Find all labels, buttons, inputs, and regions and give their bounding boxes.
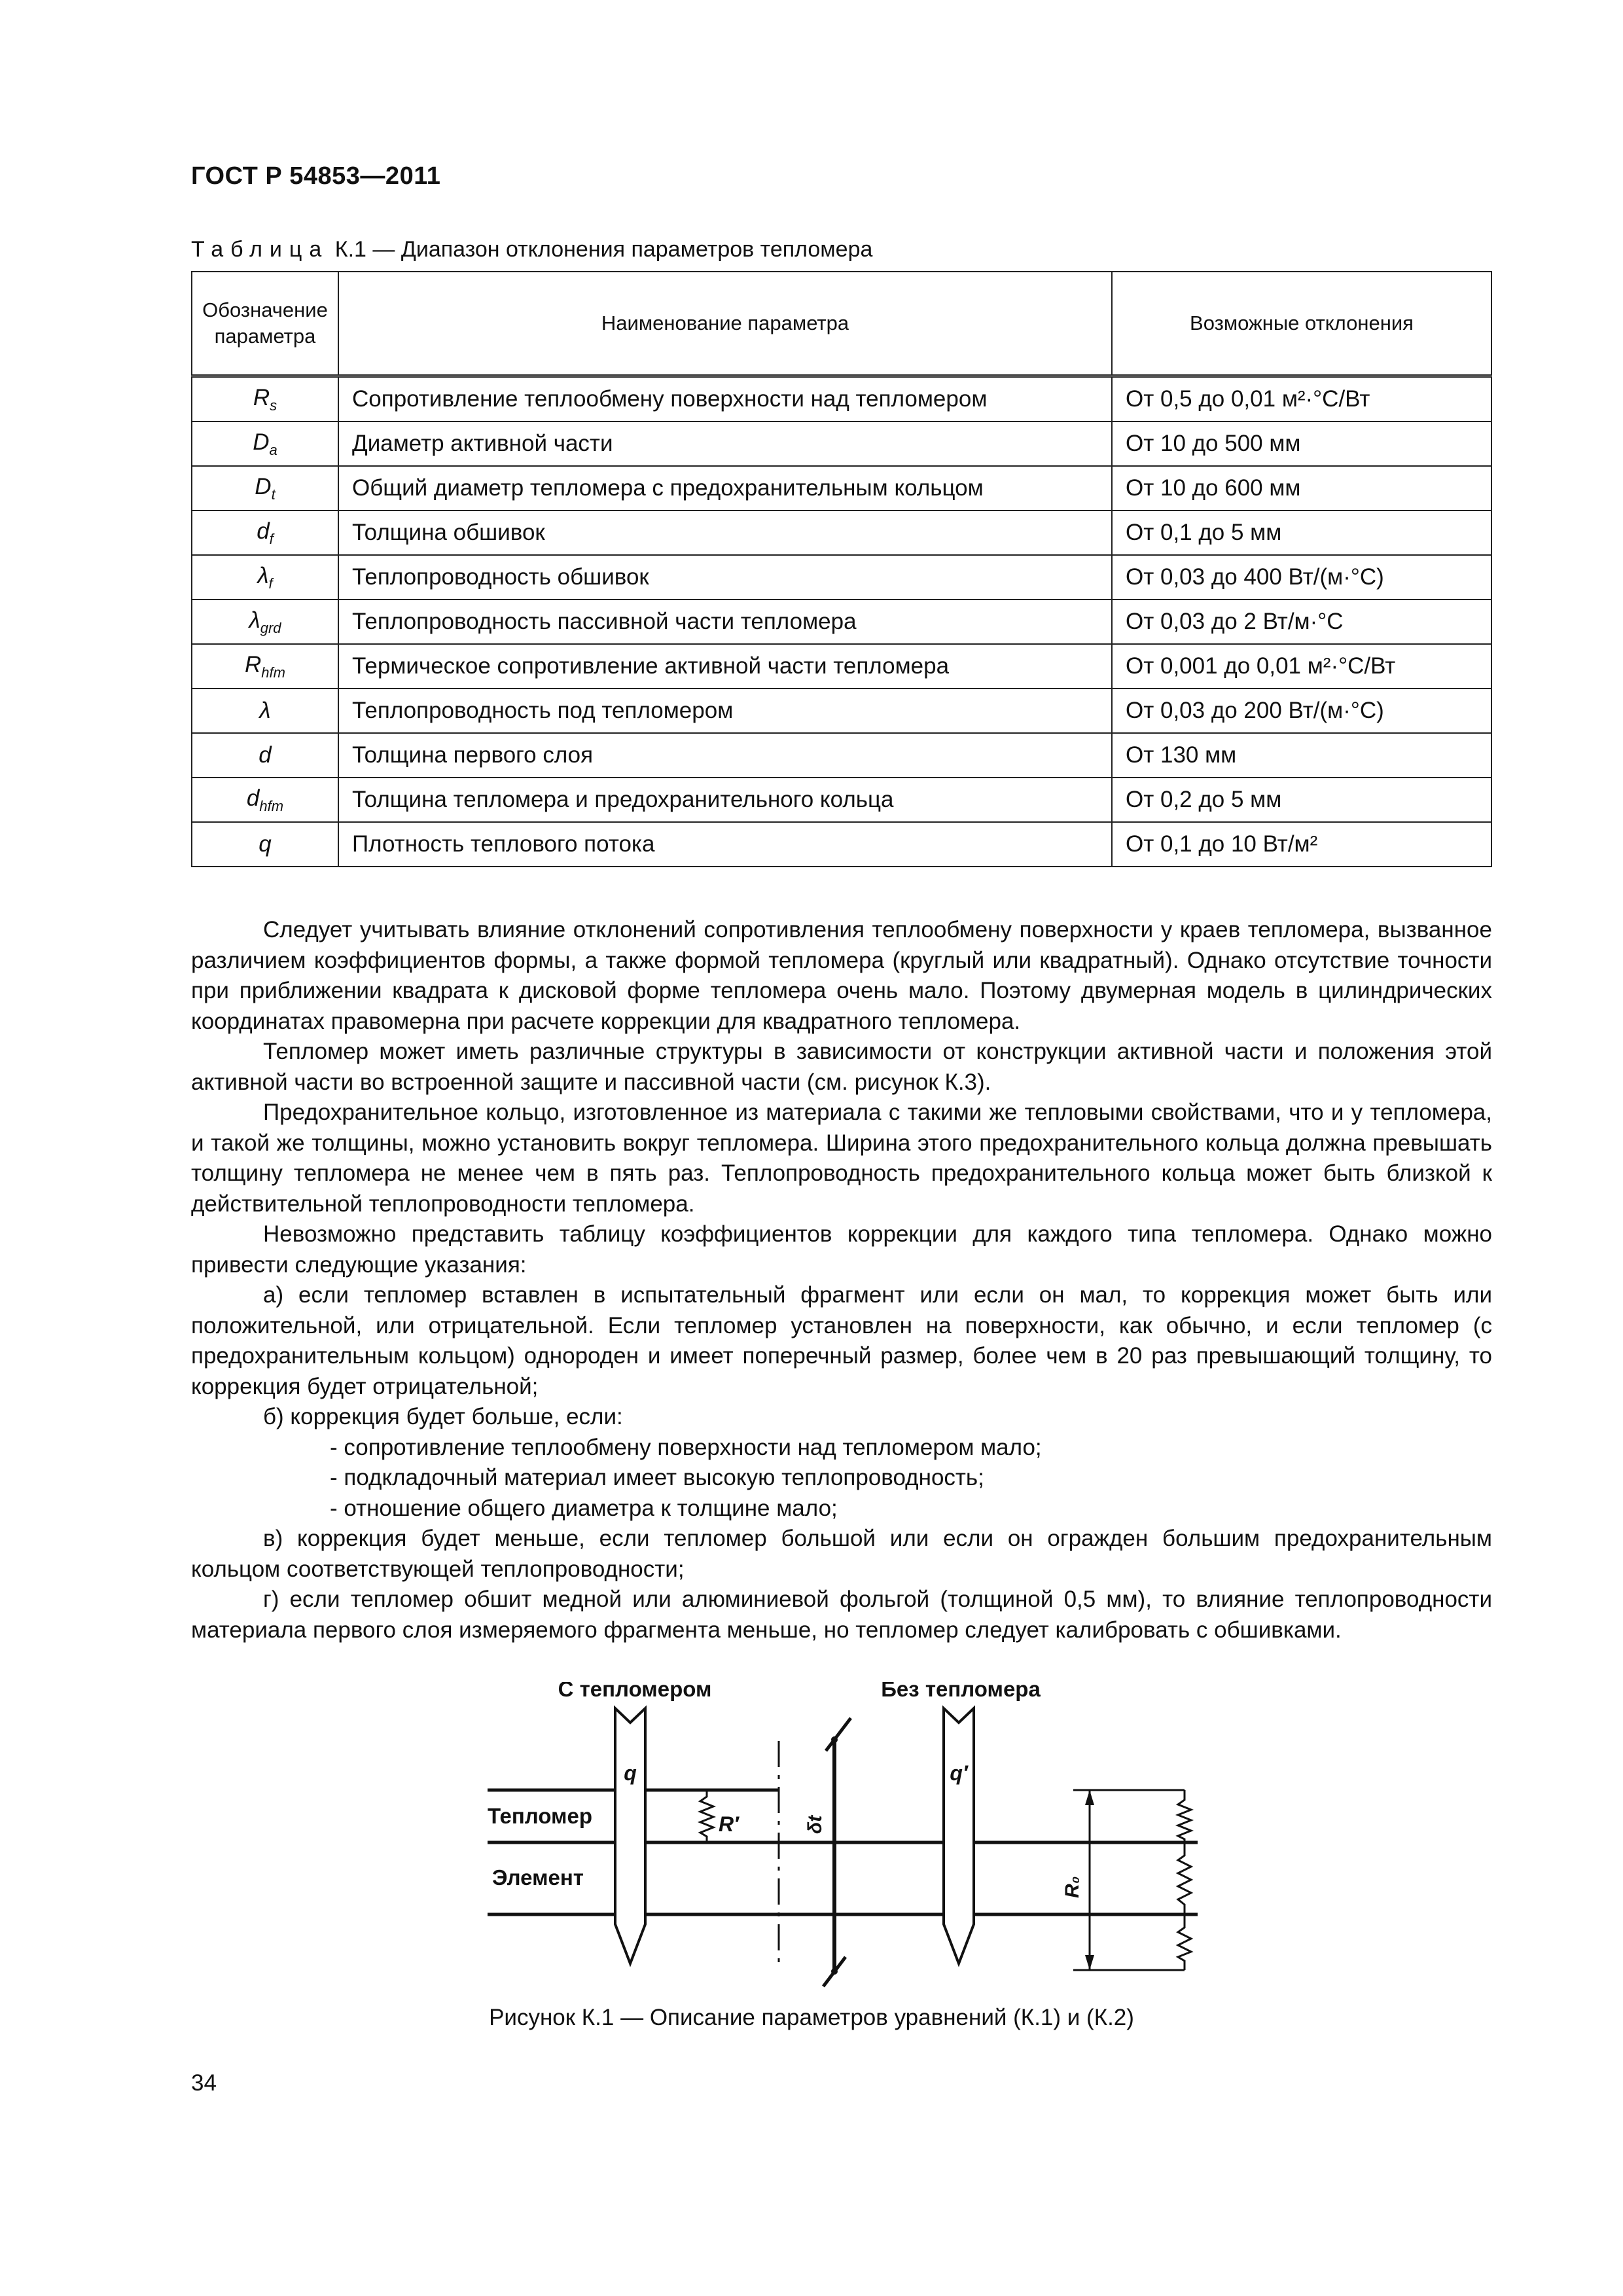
cell-range: От 0,03 до 400 Вт/(м·°С) xyxy=(1112,555,1491,600)
symbol-base: λ xyxy=(257,562,269,588)
symbol-subscript: f xyxy=(269,530,274,547)
resistor-r-prime xyxy=(700,1790,713,1842)
label-r-prime: R′ xyxy=(719,1812,739,1836)
symbol-base: λ xyxy=(249,607,260,633)
cell-symbol xyxy=(192,689,338,733)
cell-name: Теплопроводность под тепломером xyxy=(338,689,1112,733)
list-item: в) коррекция будет меньше, если тепломер большой или если он огражден большим предохранительным кольцом соответствующей теплопроводности; xyxy=(191,1526,1492,1582)
symbol-subscript: a xyxy=(269,441,277,458)
header-symbol: Обозначение параметра xyxy=(192,272,338,376)
cell-symbol xyxy=(192,600,338,644)
symbol-subscript: hfm xyxy=(261,664,285,681)
cell-name: Толщина обшивок xyxy=(338,511,1112,555)
symbol-base: d xyxy=(259,742,272,768)
list-item: г) если тепломер обшит медной или алюминиевой фольгой (толщиной 0,5 мм), то влияние теплопроводности материала первого слоя измеряемого фрагмента меньше, но тепломер следует калибровать с обшивками. xyxy=(191,1587,1492,1643)
label-delta-t: δt xyxy=(804,1815,826,1834)
cell-range: От 0,1 до 5 мм xyxy=(1112,511,1491,555)
cell-symbol xyxy=(192,511,338,555)
table-caption-prefix: Таблица xyxy=(191,237,329,262)
paragraph: Тепломер может иметь различные структуры в зависимости от конструкции активной части и положения этой активной части во встроенной защите и пассивной части (см. рисунок К.3). xyxy=(191,1039,1492,1095)
cell-range: От 0,5 до 0,01 м²·°С/Вт xyxy=(1112,376,1491,422)
symbol-subscript: hfm xyxy=(259,797,284,814)
table-row xyxy=(192,822,1491,867)
cell-name: Толщина тепломера и предохранительного кольца xyxy=(338,778,1112,822)
figure-title-left: С тепломером xyxy=(558,1682,712,1701)
table-caption-text: К.1 — Диапазон отклонения параметров тепломера xyxy=(329,237,873,262)
label-layer-element: Элемент xyxy=(492,1865,584,1890)
symbol-base: d xyxy=(257,518,270,544)
symbol-base: D xyxy=(255,473,272,499)
delta-t-dot-bottom xyxy=(831,1968,838,1975)
cell-name: Толщина первого слоя xyxy=(338,733,1112,778)
label-q: q xyxy=(624,1761,637,1785)
symbol-subscript: f xyxy=(268,575,273,592)
delta-t-tick-top xyxy=(826,1718,851,1751)
table-row xyxy=(192,600,1491,644)
list-item: а) если тепломер вставлен в испытательный фрагмент или если он мал, то коррекция может быть или положительной, или отрицательной. Если тепломер установлен на поверхности, как обычно, и если тепломер (с предохранительным кольцом) однороден и имеет поперечный размер, более чем в 20 раз превышающий толщину, то коррекция будет отрицательной; xyxy=(191,1282,1492,1399)
cell-symbol xyxy=(192,555,338,600)
cell-range: От 10 до 600 мм xyxy=(1112,466,1491,511)
cell-range: От 0,03 до 200 Вт/(м·°С) xyxy=(1112,689,1491,733)
table-row xyxy=(192,555,1491,600)
symbol-base: d xyxy=(246,785,260,811)
paragraph: Предохранительное кольцо, изготовленное из материала с такими же тепловыми свойствами, что и у тепломера, и такой же толщины, можно установить вокруг тепломера. Ширина этого предохранительного кольца должна превышать толщину тепломера не менее чем в пять раз. Теплопроводность предохранительного кольца может быть близкой к действительной теплопроводности тепломера. xyxy=(191,1100,1492,1217)
cell-range: От 0,03 до 2 Вт/м·°С xyxy=(1112,600,1491,644)
figure-caption: Рисунок К.1 — Описание параметров уравнений (К.1) и (К.2) xyxy=(489,2005,1134,2030)
header-range: Возможные отклонения xyxy=(1112,272,1491,376)
figure-title-right: Без тепломера xyxy=(881,1682,1041,1701)
table-row xyxy=(192,422,1491,466)
r0-arrowhead-bottom xyxy=(1085,1955,1094,1970)
cell-symbol xyxy=(192,466,338,511)
figure-diagram xyxy=(458,1682,1217,1990)
cell-range: От 0,1 до 10 Вт/м² xyxy=(1112,822,1491,867)
symbol-base: R xyxy=(245,651,262,677)
cell-symbol xyxy=(192,778,338,822)
sub-list-item: - сопротивление теплообмену поверхности над тепломером мало; xyxy=(330,1434,1042,1460)
sub-list-item: - подкладочный материал имеет высокую теплопроводность; xyxy=(330,1465,984,1490)
label-q-prime: q′ xyxy=(950,1761,968,1785)
symbol-subscript: grd xyxy=(260,619,281,636)
parameter-table xyxy=(191,271,1492,867)
cell-range: От 0,2 до 5 мм xyxy=(1112,778,1491,822)
header-name: Наименование параметра xyxy=(338,272,1112,376)
cell-name: Плотность теплового потока xyxy=(338,822,1112,867)
cell-symbol xyxy=(192,644,338,689)
resistor-base xyxy=(1178,1914,1191,1970)
resistor-surface xyxy=(1178,1790,1191,1842)
cell-range: От 0,001 до 0,01 м²·°С/Вт xyxy=(1112,644,1491,689)
arrow-q xyxy=(615,1708,645,1964)
table-row xyxy=(192,778,1491,822)
cell-symbol xyxy=(192,733,338,778)
symbol-subscript: t xyxy=(271,486,276,503)
sub-list-item: - отношение общего диаметра к толщине мало; xyxy=(330,1495,838,1521)
label-layer-heat-flux-meter: Тепломер xyxy=(488,1804,592,1828)
table-caption xyxy=(191,237,872,262)
r0-arrowhead-top xyxy=(1085,1790,1094,1805)
symbol-base: R xyxy=(253,384,270,410)
cell-range: От 10 до 500 мм xyxy=(1112,422,1491,466)
cell-symbol xyxy=(192,376,338,422)
table-row xyxy=(192,511,1491,555)
table-row xyxy=(192,644,1491,689)
paragraph: Невозможно представить таблицу коэффициентов коррекции для каждого типа тепломера. Однако можно привести следующие указания: xyxy=(191,1221,1492,1278)
table-row xyxy=(192,733,1491,778)
cell-name: Общий диаметр тепломера с предохранительным кольцом xyxy=(338,466,1112,511)
arrow-q-prime xyxy=(944,1708,974,1964)
table-row xyxy=(192,689,1491,733)
table-row xyxy=(192,376,1491,422)
body-text xyxy=(191,915,1492,1645)
resistor-element xyxy=(1178,1842,1191,1914)
page-number: 34 xyxy=(191,2070,217,2096)
delta-t-dot-top xyxy=(831,1736,838,1743)
table-row xyxy=(192,466,1491,511)
symbol-subscript: s xyxy=(270,397,277,414)
cell-name: Диаметр активной части xyxy=(338,422,1112,466)
cell-range: От 130 мм xyxy=(1112,733,1491,778)
document-header: ГОСТ Р 54853—2011 xyxy=(191,162,441,190)
cell-symbol xyxy=(192,822,338,867)
paragraph: Следует учитывать влияние отклонений сопротивления теплообмену поверхности у краев тепломера, вызванное различием коэффициентов формы, а также формой тепломера (круглый или квадратный). Однако отсутствие точности при приближении квадрата к дисковой форме тепломера очень мало. Поэтому двумерная модель в цилиндрических координатах правомерна при расчете коррекции для квадратного тепломера. xyxy=(191,917,1492,1034)
symbol-base: q xyxy=(259,831,272,857)
cell-name: Сопротивление теплообмену поверхности над тепломером xyxy=(338,376,1112,422)
list-item: б) коррекция будет больше, если: xyxy=(263,1404,623,1429)
table-header-row xyxy=(192,272,1491,376)
cell-name: Термическое сопротивление активной части тепломера xyxy=(338,644,1112,689)
label-r0: R₀ xyxy=(1061,1876,1083,1898)
cell-name: Теплопроводность обшивок xyxy=(338,555,1112,600)
symbol-base: λ xyxy=(259,698,271,723)
symbol-base: D xyxy=(253,429,270,455)
cell-symbol xyxy=(192,422,338,466)
cell-name: Теплопроводность пассивной части тепломера xyxy=(338,600,1112,644)
